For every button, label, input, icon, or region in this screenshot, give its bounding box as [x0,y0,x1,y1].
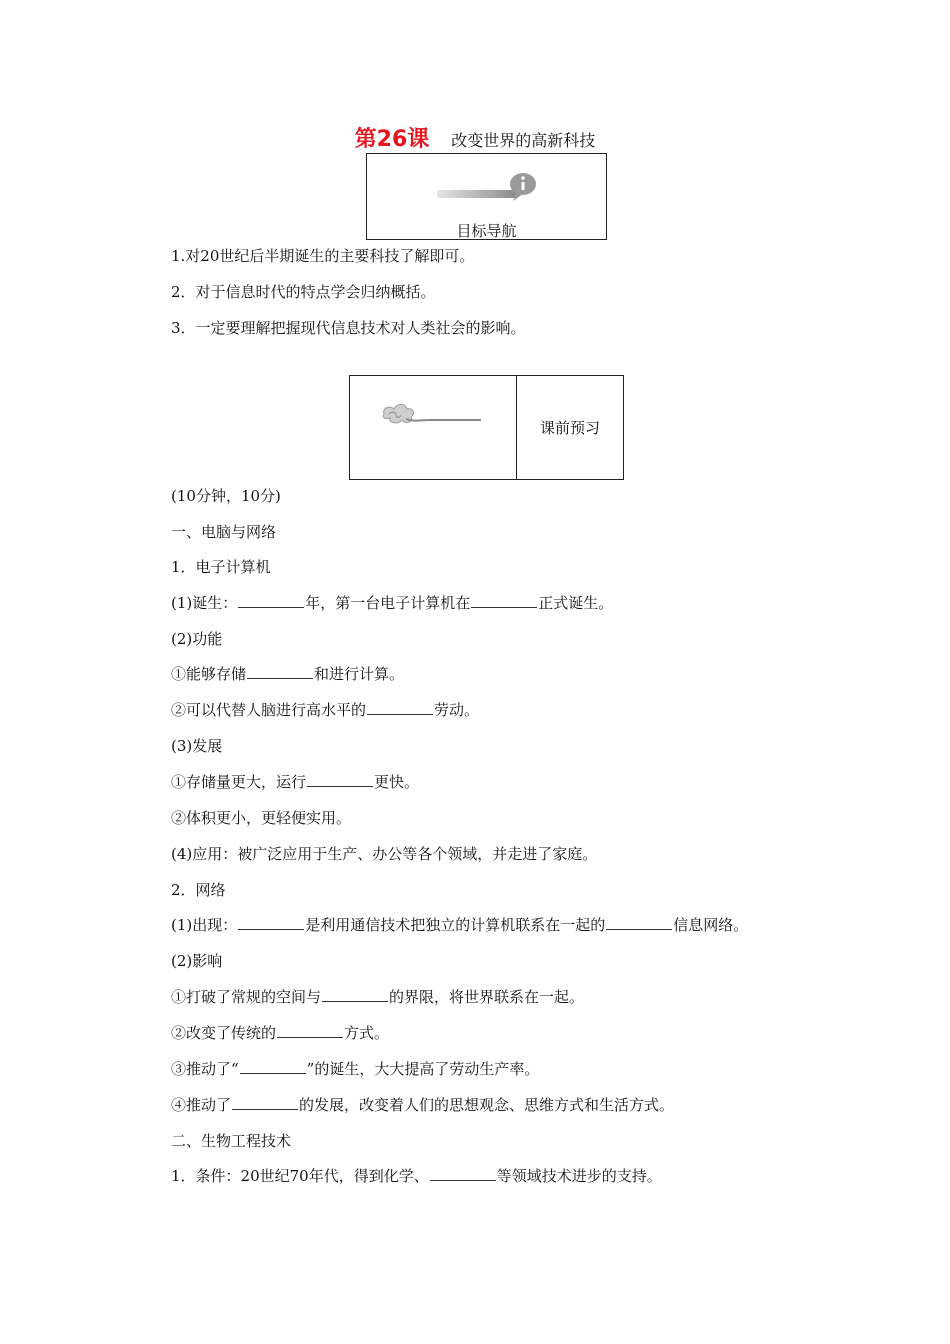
text-segment: 等领域技术进步的支持。 [496,1167,662,1185]
fill-in-blank[interactable] [606,915,672,930]
text-segment: 二、生物工程技术 [171,1132,292,1150]
text-segment: ①能够存储 [171,665,247,683]
text-segment: (3)发展 [171,737,223,755]
text-segment: ④推动了 [171,1096,232,1114]
lesson-title: 改变世界的高新科技 [451,131,596,150]
fill-in-blank[interactable] [247,664,313,679]
goal-item: 1.对20世纪后半期诞生的主要科技了解即可。 [171,247,475,265]
info-bubble-icon [437,168,537,208]
text-segment: (2)影响 [171,952,223,970]
text-segment: 更快。 [374,773,420,791]
text-segment: 劳动。 [434,701,480,719]
text-segment: ①存储量更大，运行 [171,773,307,791]
fill-in-blank[interactable] [367,700,433,715]
cloud-scroll-icon [380,400,484,430]
text-segment: ②体积更小，更轻便实用。 [171,809,352,827]
text-segment: (4)应用：被广泛应用于生产、办公等各个领域，并走进了家庭。 [171,845,598,863]
text-line [171,522,276,542]
lesson-number: 第26课 [354,127,430,152]
text-segment: (1)出现： [171,916,238,934]
text-line [171,593,613,613]
text-line [171,629,222,649]
text-line [171,987,584,1007]
text-line [171,808,351,828]
text-line [171,915,748,935]
text-segment: (1)诞生： [171,594,238,612]
fill-in-blank[interactable] [238,915,304,930]
text-segment: 正式诞生。 [538,594,614,612]
goal-nav-label: 目标导航 [456,222,517,240]
text-segment: ②可以代替人脑进行高水平的 [171,701,367,719]
text-segment: ②改变了传统的 [171,1024,277,1042]
text-line [171,1095,674,1115]
goal-item: 2．对于信息时代的特点学会归纳概括。 [171,283,436,301]
text-segment: 的发展，改变着人们的思想观念、思维方式和生活方式。 [299,1096,675,1114]
text-segment: ”的诞生，大大提高了劳动生产率。 [306,1060,540,1078]
text-line [171,880,226,900]
fill-in-blank[interactable] [307,772,373,787]
text-segment: 年，第一台电子计算机在 [305,594,471,612]
fill-in-blank[interactable] [471,593,537,608]
text-segment: ①打破了常规的空间与 [171,988,322,1006]
fill-in-blank[interactable] [238,593,304,608]
text-segment: 信息网络。 [673,916,749,934]
text-segment: 1．电子计算机 [171,558,271,576]
text-segment: 是利用通信技术把独立的计算机联系在一起的 [305,916,606,934]
text-line [171,1023,389,1043]
text-line [171,664,404,684]
text-segment: 和进行计算。 [314,665,405,683]
preview-box [349,375,624,480]
text-segment: 2．网络 [171,881,226,899]
fill-in-blank[interactable] [277,1023,343,1038]
fill-in-blank[interactable] [240,1059,306,1074]
fill-in-blank[interactable] [430,1166,496,1181]
text-segment: 一、电脑与网络 [171,523,277,541]
text-line [171,1166,662,1186]
page-title [0,122,950,153]
text-line [171,844,597,864]
preview-label: 课前预习 [539,419,600,437]
text-segment: 1．条件：20世纪70年代，得到化学、 [171,1167,429,1185]
text-segment: 方式。 [344,1024,390,1042]
text-segment: 的界限，将世界联系在一起。 [389,988,585,1006]
text-line [171,486,281,506]
text-line [171,1131,291,1151]
fill-in-blank[interactable] [232,1095,298,1110]
fill-in-blank[interactable] [322,987,388,1002]
text-line [171,736,222,756]
text-line [171,1059,539,1079]
text-line [171,557,271,577]
text-line [171,700,479,720]
text-line [171,951,222,971]
text-line [171,772,419,792]
text-segment: ③推动了“ [171,1060,239,1078]
text-segment: (10分钟，10分) [171,487,281,505]
goal-item: 3．一定要理解把握现代信息技术对人类社会的影响。 [171,319,526,337]
goal-nav-box [366,153,607,240]
text-segment: (2)功能 [171,630,223,648]
